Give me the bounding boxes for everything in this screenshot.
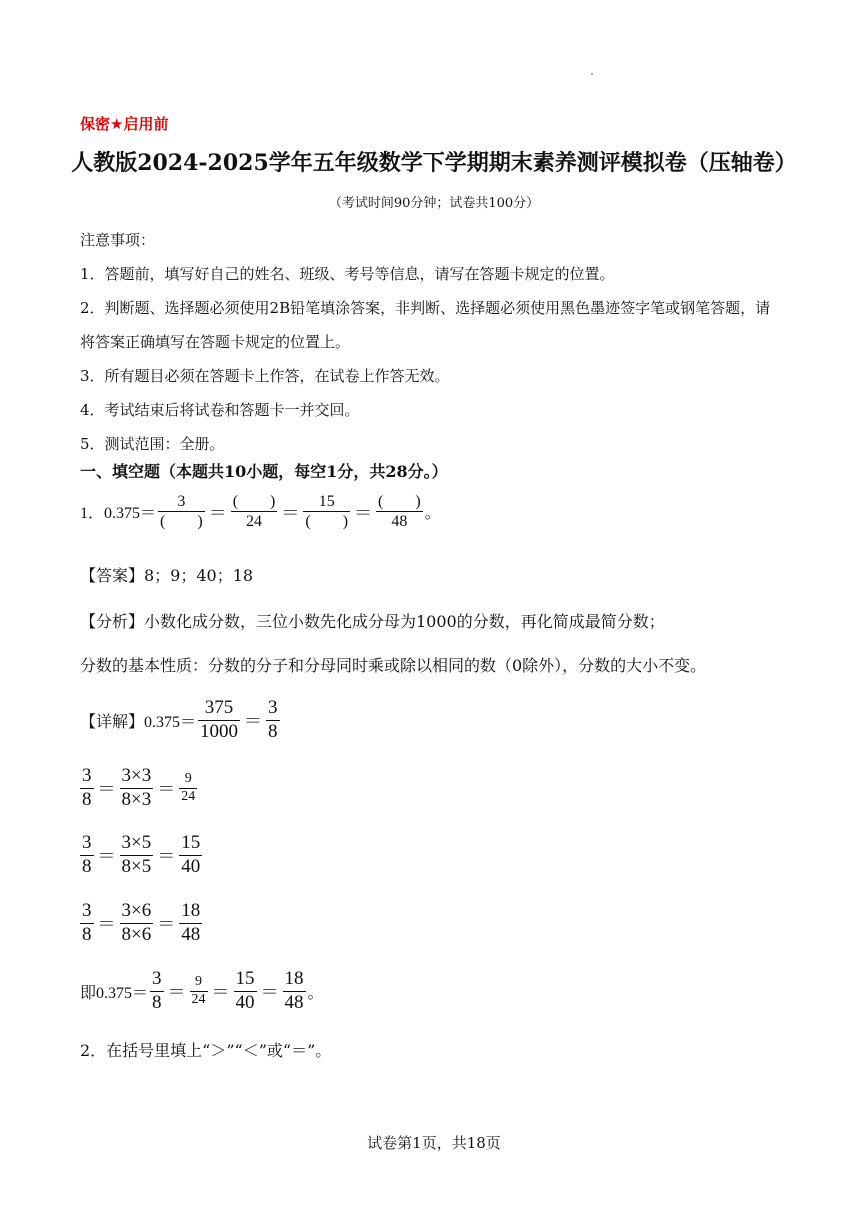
step-line xyxy=(78,900,204,947)
page-title: 人教版2024-2025学年五年级数学下学期期末素养测评模拟卷（压轴卷） xyxy=(71,150,797,176)
fraction: $\frac{( )}{24}$ xyxy=(232,493,276,531)
note-item: 4．考试结束后将试卷和答题卡一并交回。 xyxy=(80,401,360,419)
fraction: $\frac{3}{8}$ xyxy=(152,968,162,1013)
equals-sign: ＝ xyxy=(157,914,176,935)
fraction: $\frac{3}{8}$ xyxy=(268,697,278,742)
fraction: $\frac{3\times 5}{8\times 5}$ xyxy=(121,832,152,877)
equals-sign: ＝ xyxy=(281,502,300,523)
equals-sign: ＝ xyxy=(260,982,279,1003)
fraction: $\frac{15}{40}$ xyxy=(181,832,201,877)
fraction: $\frac{3\times 6}{8\times 6}$ xyxy=(121,900,152,945)
answer: 【答案】8；9；40；18 xyxy=(80,566,254,585)
confidential-label: 保密★启用前 xyxy=(80,115,169,133)
scan-dot xyxy=(591,73,593,75)
fraction: $\frac{9}{24}$ xyxy=(181,771,196,804)
fraction: $\frac{18}{48}$ xyxy=(284,968,304,1013)
fraction: $\frac{9}{24}$ xyxy=(191,974,206,1007)
equals-sign: ＝ xyxy=(97,779,116,800)
question-1-suffix: 。 xyxy=(424,505,441,523)
equals-sign: ＝ xyxy=(354,502,373,523)
note-item: 1．答题前，填写好自己的姓名、班级、考号等信息，请写在答题卡规定的位置。 xyxy=(80,265,615,283)
conclusion-suffix: 。 xyxy=(307,984,324,1002)
equals-sign: ＝ xyxy=(157,779,176,800)
fraction: $\frac{( )}{48}$ xyxy=(378,493,421,531)
equals-sign: ＝ xyxy=(244,711,263,732)
fraction: $\frac{15}{( )}$ xyxy=(305,493,349,531)
detail-line xyxy=(80,697,282,744)
question-1-prefix: 1．0.375＝ xyxy=(80,505,157,523)
fraction: $\frac{3}{8}$ xyxy=(82,832,92,877)
note-item: 5．测试范围：全册。 xyxy=(80,435,225,453)
equals-sign: ＝ xyxy=(211,982,230,1003)
section-heading: 一、填空题（本题共10小题，每空1分，共28分。） xyxy=(80,462,448,481)
fraction: $\frac{3}{( )}$ xyxy=(160,493,203,531)
exam-info: （考试时间90分钟；试卷共100分） xyxy=(328,196,540,211)
notes-heading: 注意事项： xyxy=(80,231,156,249)
page-footer: 试卷第1页，共18页 xyxy=(367,1134,501,1152)
question-2: 2．在括号里填上“＞”“＜”或“＝”。 xyxy=(80,1041,332,1060)
fraction: $\frac{3}{8}$ xyxy=(82,765,92,810)
note-item: 3．所有题目必须在答题卡上作答，在试卷上作答无效。 xyxy=(80,367,450,385)
equals-sign: ＝ xyxy=(97,914,116,935)
step-line xyxy=(78,765,199,812)
note-item: 2．判断题、选择题必须使用2B铅笔填涂答案，非判断、选择题必须使用黑色墨迹签字笔或钢笔答题，请 xyxy=(80,299,771,317)
conclusion-label: 即0.375＝ xyxy=(80,984,149,1002)
fraction: $\frac{3}{8}$ xyxy=(82,900,92,945)
step-line xyxy=(78,832,204,879)
fraction: $\frac{18}{48}$ xyxy=(181,900,201,945)
equals-sign: ＝ xyxy=(167,982,186,1003)
fraction: $\frac{15}{40}$ xyxy=(235,968,255,1013)
equals-sign: ＝ xyxy=(208,502,227,523)
equals-sign: ＝ xyxy=(97,846,116,867)
equals-sign: ＝ xyxy=(157,846,176,867)
fraction: $\frac{3\times 3}{8\times 3}$ xyxy=(121,765,152,810)
fraction: $\frac{375}{1000}$ xyxy=(200,697,239,742)
note-item: 将答案正确填写在答题卡规定的位置上。 xyxy=(80,333,351,351)
question-1 xyxy=(80,492,441,531)
analysis-line: 【分析】小数化成分数，三位小数先化成分母为1000的分数，再化简成最简分数； xyxy=(80,612,665,631)
detail-label: 【详解】0.375＝ xyxy=(80,713,197,731)
analysis-line: 分数的基本性质：分数的分子和分母同时乘或除以相同的数（0除外），分数的大小不变。 xyxy=(80,656,707,675)
conclusion-line xyxy=(80,968,324,1015)
